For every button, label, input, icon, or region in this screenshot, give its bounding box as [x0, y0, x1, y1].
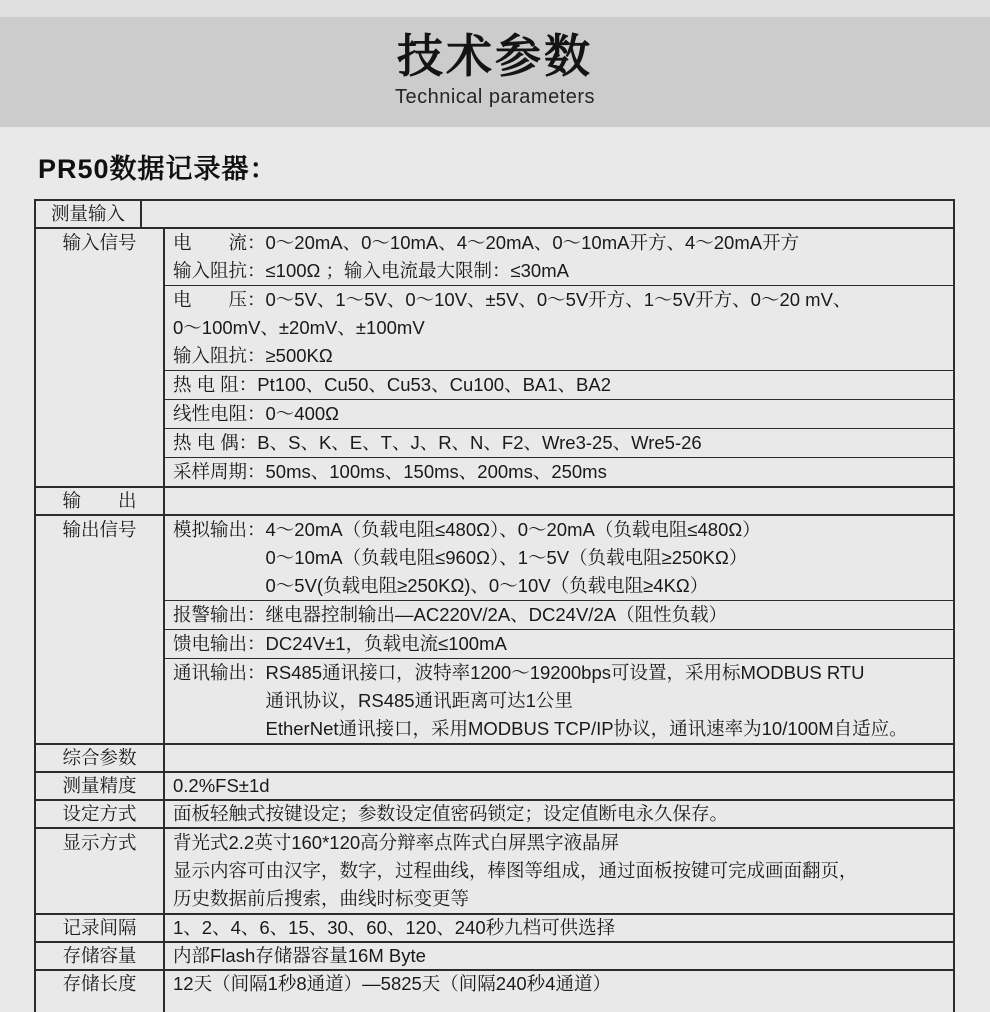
- row-content: [165, 943, 953, 969]
- spec-line: 采样周期：50ms、100ms、150ms、200ms、250ms: [173, 461, 607, 482]
- spec-line: EtherNet通讯接口，采用MODBUS TCP/IP协议，通讯速率为10/100M自适应。: [173, 718, 908, 739]
- spec-line: 电 压：0～5V、1～5V、0～10V、±5V、0～5V开方、1～5V开方、0～20 mV、: [173, 289, 852, 310]
- table-row: [36, 488, 953, 516]
- spec-line: 输入阻抗：≥500KΩ: [173, 345, 333, 366]
- spec-line: 面板轻触式按键设定；参数设定值密码锁定；设定值断电永久保存。: [173, 803, 729, 824]
- spec-line: 线性电阻：0～400Ω: [173, 403, 339, 424]
- table-row: [36, 201, 953, 229]
- spec-line: 模拟输出：4～20mA（负载电阻≤480Ω）、0～20mA（负载电阻≤480Ω）: [173, 519, 761, 540]
- table-row: [36, 943, 953, 971]
- spec-line: 电 流：0～20mA、0～10mA、4～20mA、0～10mA开方、4～20mA开方: [173, 232, 800, 253]
- row-label: 存储长度: [36, 971, 165, 1012]
- row-label: 设定方式: [36, 801, 165, 827]
- row-label: 显示方式: [36, 829, 165, 913]
- spec-subrow: [165, 229, 953, 286]
- row-content: [165, 829, 953, 913]
- spec-line: 背光式2.2英寸160*120高分辩率点阵式白屏黑字液晶屏: [173, 832, 620, 853]
- row-content: [165, 801, 953, 827]
- spec-subrow: [165, 630, 953, 659]
- spec-line: 0～5V(负载电阻≥250KΩ)、0～10V（负载电阻≥4KΩ）: [173, 575, 709, 596]
- table-row: [36, 773, 953, 801]
- table-row: [36, 971, 953, 1012]
- row-label: 测量输入: [36, 201, 142, 227]
- page-subtitle: Technical parameters: [394, 86, 596, 108]
- row-label: 输出信号: [36, 516, 165, 743]
- spec-line: 历史数据前后搜索，曲线时标变更等: [173, 888, 470, 909]
- spec-subrow: [165, 286, 953, 371]
- table-row: [36, 745, 953, 773]
- row-content: [165, 516, 953, 743]
- top-strip: [0, 0, 990, 17]
- spec-line: 1、2、4、6、15、30、60、120、240秒九档可供选择: [173, 917, 616, 938]
- row-content: [165, 773, 953, 799]
- spec-line: 通讯协议，RS485通讯距离可达1公里: [173, 690, 573, 711]
- spec-line: 0～100mV、±20mV、±100mV: [173, 317, 425, 338]
- spec-subrow: [165, 659, 953, 743]
- row-label: 存储容量: [36, 943, 165, 969]
- spec-line: 热 电 阻：Pt100、Cu50、Cu53、Cu100、BA1、BA2: [173, 374, 612, 395]
- spec-line: 0.2%FS±1d: [173, 775, 270, 796]
- row-content: [165, 488, 953, 514]
- spec-line: 输入阻抗：≤100Ω ；输入电流最大限制：≤30mA: [173, 260, 569, 281]
- spec-subrow: [165, 458, 953, 486]
- row-content: [165, 915, 953, 941]
- table-row: [36, 516, 953, 745]
- spec-subrow: [165, 400, 953, 429]
- spec-subrow: [165, 429, 953, 458]
- page-title: 技术参数: [397, 30, 593, 82]
- spec-line: 12天（间隔1秒8通道）—5825天（间隔240秒4通道）: [173, 973, 611, 994]
- row-label: 测量精度: [36, 773, 165, 799]
- row-label: 输入信号: [36, 229, 165, 486]
- spec-line: 通讯输出：RS485通讯接口，波特率1200～19200bps可设置，采用标MODBUS RTU: [173, 662, 865, 683]
- table-row: [36, 801, 953, 829]
- spec-line: 0～10mA（负载电阻≤960Ω）、1～5V（负载电阻≥250KΩ）: [173, 547, 748, 568]
- table-row: [36, 829, 953, 915]
- spec-subrow: [165, 516, 953, 601]
- spec-line: 显示内容可由汉字，数字，过程曲线，棒图等组成，通过面板按键可完成画面翻页，: [173, 860, 858, 881]
- row-content: [165, 229, 953, 486]
- row-label: 输 出: [36, 488, 165, 514]
- row-content: [165, 745, 953, 771]
- row-content: [165, 971, 953, 1012]
- spec-table: [34, 199, 955, 1012]
- table-row: [36, 915, 953, 943]
- spec-subrow: [165, 371, 953, 400]
- table-row: [36, 229, 953, 488]
- row-label: 记录间隔: [36, 915, 165, 941]
- product-heading: PR50数据记录器：: [38, 154, 278, 184]
- spec-line: 热 电 偶：B、S、K、E、T、J、R、N、F2、Wre3-25、Wre5-26: [173, 432, 702, 453]
- spec-line: 馈电输出：DC24V±1，负载电流≤100mA: [173, 633, 507, 654]
- spec-subrow: [165, 601, 953, 630]
- spec-line: 内部Flash存储器容量16M Byte: [173, 945, 426, 966]
- spec-line: 报警输出：继电器控制输出—AC220V/2A、DC24V/2A（阻性负载）: [173, 604, 728, 625]
- row-content: [142, 201, 953, 227]
- title-band: [0, 17, 990, 127]
- row-label: 综合参数: [36, 745, 165, 771]
